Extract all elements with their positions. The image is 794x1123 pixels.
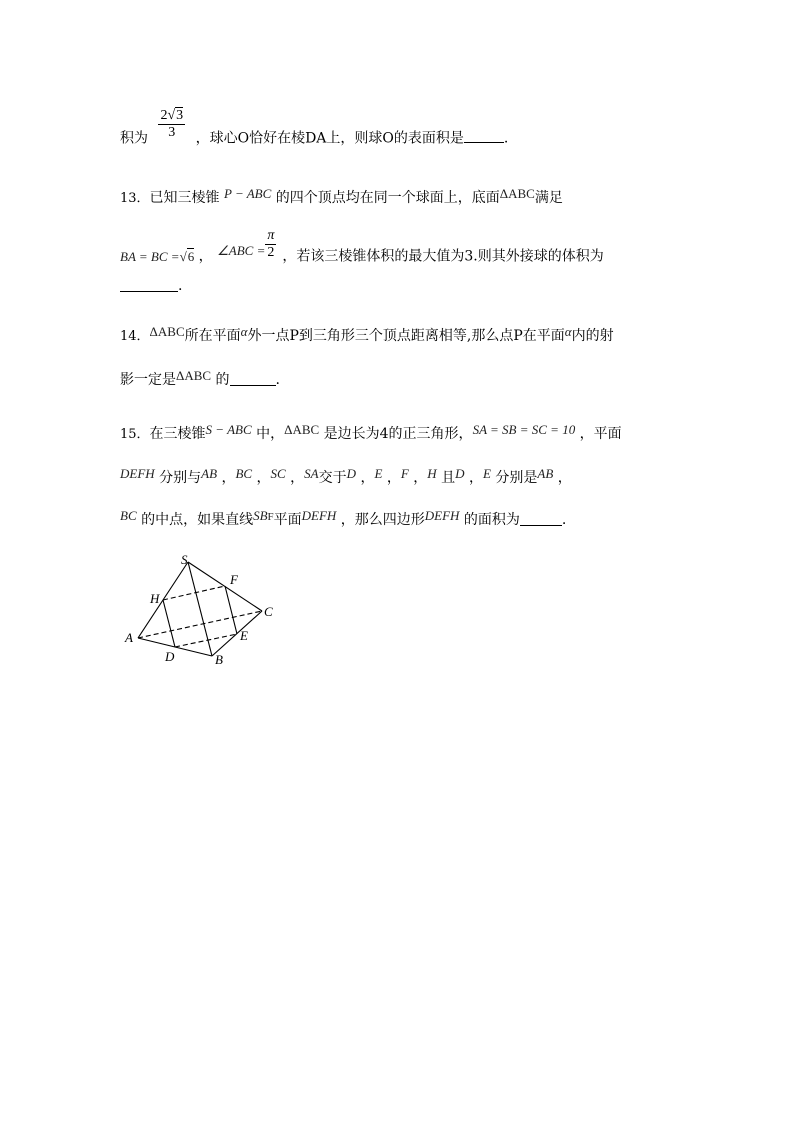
pyramid-figure [120,552,290,672]
q13-frac-num: π [267,228,275,243]
q13-frac-den: 2 [267,245,275,260]
q13-m2: ΔABC [499,186,535,201]
q15-c6: ， [413,470,428,486]
q15-m10: E [374,466,383,481]
q14-t5: 的 [215,372,230,388]
q15-t3: 是边长为4的正三角形， [323,426,473,442]
q15-c7: ， [468,470,483,486]
q12-frac-rad: 3 [176,108,184,123]
q15-m4: DEFH [120,466,155,481]
q13-answer-blank[interactable] [120,290,178,292]
q14-alpha-1: α [240,324,248,339]
q15-m6: BC [235,466,253,481]
q14-line-2 [120,366,280,390]
q15-m2: ΔABC [284,422,320,437]
q13-m1: P − ABC [224,186,272,201]
q13-m3a: BA = BC = [120,248,180,264]
q13-m4: ∠ABC = [217,242,266,258]
q14-t2: 外一点P到三角形三个顶点距离相等,那么点P在平面 [247,328,565,344]
q14-m1: ΔABC [149,324,185,339]
q15-m10b: E [482,466,491,481]
q15-m9: D [346,466,357,481]
q15-m9b: D [455,466,465,481]
q14-t1: 所在平面 [184,328,241,344]
q15-c2: ， [256,470,271,486]
q13-t3: 满足 [534,190,563,206]
q15-par: F [267,511,274,523]
q14-t4: 影一定是 [120,372,176,388]
q15-t11: ，那么四边形 [340,512,425,528]
q15-c5: ， [386,470,401,486]
q14-m2: ΔABC [176,368,212,383]
q15-t2: 中， [256,426,285,442]
q15-c1: ， [221,470,236,486]
edge-HF [163,586,225,600]
q14-t3: 内的射 [571,328,614,344]
q15-m4b: DEFH [301,508,337,523]
label-H: H [150,591,160,606]
q14-number: 14． [120,329,150,344]
q15-line-3 [120,506,566,530]
q12-fraction: $\frac{2√3}{3}$ [160,108,184,140]
label-B: B [215,652,223,667]
q15-number: 15． [120,427,150,442]
q15-t6: 交于 [318,470,347,486]
q13-t5: ，若该三棱锥体积的最大值为3.则其外接球的体积为 [282,248,604,265]
q13-line-3 [120,276,182,296]
q12-line [120,108,508,152]
q15-line-1 [120,420,622,445]
q13-t2: 的四个顶点均在同一个球面上，底面 [275,190,500,206]
edge-DE [175,634,237,647]
q15-t1: 在三棱锥 [149,426,206,442]
label-S: S [181,552,188,567]
q13-line-2 [120,228,604,272]
q13-number: 13． [120,191,150,206]
label-E: E [240,628,248,643]
q15-t5: 分别与 [159,470,202,486]
q12-pre: 积为 [120,130,148,147]
label-F: F [230,572,238,587]
q15-m1: S − ABC [205,422,252,437]
q15-m12: H [427,466,437,481]
q15-m3: SA = SB = SC = 10 [472,422,576,437]
label-A: A [125,630,133,645]
label-C: C [264,604,273,619]
q15-c3: ， [290,470,305,486]
q15-m13: SB [253,508,268,523]
q15-m5: AB [201,466,218,481]
q15-t8: 分别是 [495,470,538,486]
q14-alpha-2: α [564,324,572,339]
q15-m6b: BC [120,508,137,523]
q12-frac-num: 2 [160,108,168,123]
q13-fraction [265,228,276,261]
q14-line-1 [120,322,614,347]
q13-t1: 已知三棱锥 [149,190,220,206]
q15-line-2 [120,464,572,488]
edge-HD [163,600,175,647]
q13-m3-sqrt: √6 [179,248,195,264]
q12-frac-den: 3 [168,125,176,140]
q15-t12: 的面积为 [463,512,520,528]
q12-answer-blank[interactable] [464,141,504,143]
q15-c8: ， [557,470,572,486]
q13-line-1 [120,184,563,209]
q13-end: . [178,278,183,294]
q15-m5b: AB [537,466,554,481]
q14-answer-blank[interactable] [230,384,276,386]
q15-t10: 平面 [273,512,302,528]
q15-m7: SC [270,466,286,481]
q15-t4: ，平面 [579,426,622,442]
q15-m8: SA [304,466,319,481]
q15-m11: F [400,466,409,481]
q12-post: ，球心O恰好在棱DA上，则球O的表面积是 [195,130,464,147]
q14-end: . [275,372,280,388]
label-D: D [165,649,175,664]
q13-m3r: 6 [187,248,195,264]
q15-c4: ， [360,470,375,486]
q13-t4: ， [198,248,213,265]
q15-end: . [561,512,567,528]
q15-m4c: DEFH [424,508,460,523]
q15-answer-blank[interactable] [520,524,562,526]
q12-end: . [503,130,509,147]
q15-t7: 且 [441,470,456,486]
q15-t9: 的中点，如果直线 [141,512,254,528]
